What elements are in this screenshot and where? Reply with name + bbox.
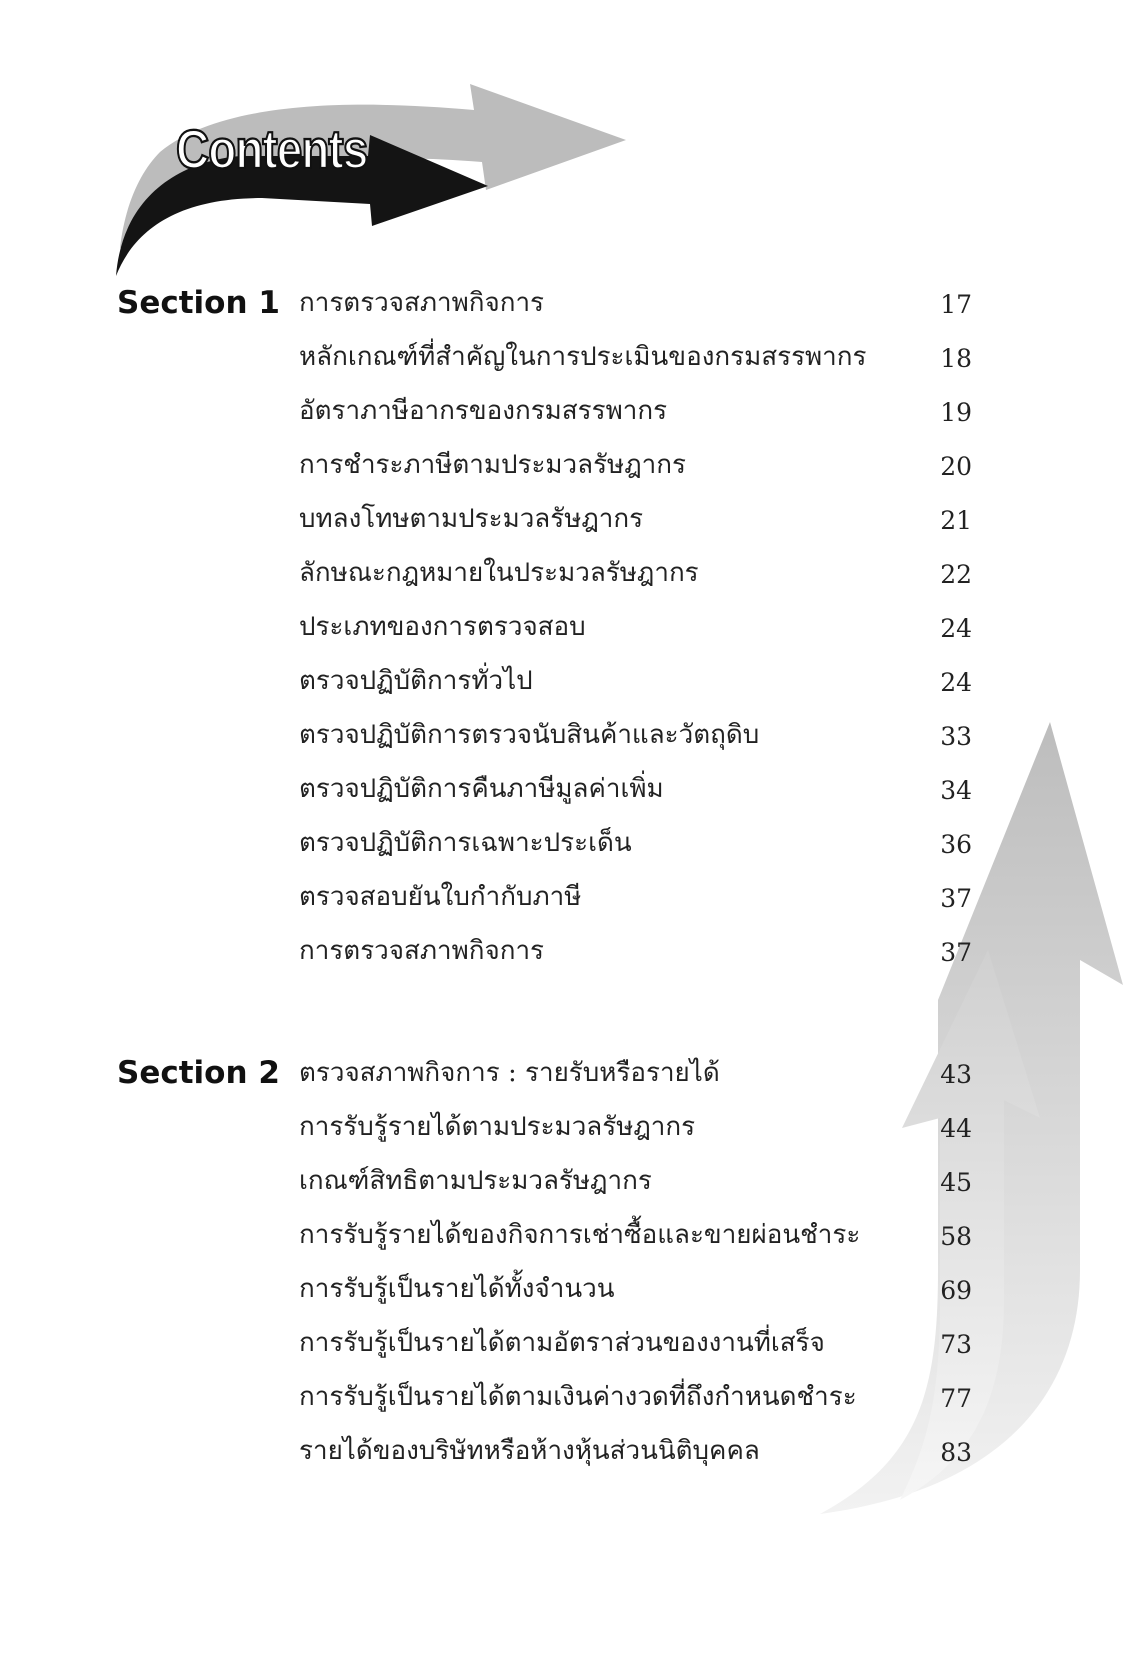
- toc-entry-page: 83: [940, 1438, 972, 1467]
- toc-entry-page: 45: [940, 1168, 972, 1197]
- toc-entry-title: การตรวจสภาพกิจการ: [299, 936, 545, 966]
- toc-entry-title: ลักษณะกฎหมายในประมวลรัษฎากร: [299, 558, 699, 588]
- section-1-label: Section 1: [117, 285, 280, 321]
- toc-entry-page: 44: [940, 1114, 972, 1143]
- toc-entry-page: 24: [940, 614, 972, 643]
- toc-entry-title: อัตราภาษีอากรของกรมสรรพากร: [299, 396, 668, 426]
- toc-entry-page: 37: [940, 884, 972, 913]
- toc-entry-page: 20: [940, 452, 972, 481]
- toc-entry-page: 58: [940, 1222, 972, 1251]
- toc-entry-page: 77: [940, 1384, 972, 1413]
- toc-entry-page: 37: [940, 938, 972, 967]
- toc-entry-title: การรับรู้เป็นรายได้ทั้งจำนวน: [299, 1274, 615, 1304]
- toc-entry-title: ตรวจปฏิบัติการเฉพาะประเด็น: [299, 828, 632, 858]
- toc-entry-title: ตรวจปฏิบัติการทั่วไป: [299, 666, 533, 696]
- toc-entry-title: การรับรู้เป็นรายได้ตามอัตราส่วนของงานที่เสร็จ: [299, 1328, 825, 1358]
- toc-entry-page: 36: [940, 830, 972, 859]
- toc-entry-page: 22: [940, 560, 972, 589]
- toc-entry-title: ตรวจสอบยันใบกำกับภาษี: [299, 882, 582, 912]
- toc-entry-title: ประเภทของการตรวจสอบ: [299, 612, 586, 642]
- toc-entry-title: การรับรู้เป็นรายได้ตามเงินค่างวดที่ถึงกำหนดชำระ: [299, 1382, 857, 1412]
- toc-entry-title: ตรวจปฏิบัติการตรวจนับสินค้าและวัตถุดิบ: [299, 720, 760, 750]
- toc-entry-page: 43: [940, 1060, 972, 1089]
- page-title: Contents: [176, 118, 368, 180]
- toc-entry-title: รายได้ของบริษัทหรือห้างหุ้นส่วนนิติบุคคล: [299, 1436, 760, 1466]
- toc-entry-title: การชำระภาษีตามประมวลรัษฎากร: [299, 450, 686, 480]
- toc-entry-title: เกณฑ์สิทธิตามประมวลรัษฎากร: [299, 1166, 652, 1196]
- toc-entry-page: 33: [940, 722, 972, 751]
- toc-entry-title: บทลงโทษตามประมวลรัษฎากร: [299, 504, 644, 534]
- toc-entry-page: 24: [940, 668, 972, 697]
- toc-entry-page: 73: [940, 1330, 972, 1359]
- toc-entry-title: หลักเกณฑ์ที่สำคัญในการประเมินของกรมสรรพากร: [299, 342, 867, 372]
- toc-entry-page: 21: [940, 506, 972, 535]
- toc-entry-page: 19: [940, 398, 972, 427]
- section-2-label: Section 2: [117, 1055, 280, 1091]
- toc-entry-page: 69: [940, 1276, 972, 1305]
- toc-entry-title: ตรวจปฏิบัติการคืนภาษีมูลค่าเพิ่ม: [299, 774, 664, 804]
- toc-entry-page: 18: [940, 344, 972, 373]
- toc-entry-title: การตรวจสภาพกิจการ: [299, 288, 545, 318]
- toc-entry-title: การรับรู้รายได้ของกิจการเช่าซื้อและขายผ่อนชำระ: [299, 1220, 861, 1250]
- toc-entry-page: 34: [940, 776, 972, 805]
- toc-entry-title: ตรวจสภาพกิจการ : รายรับหรือรายได้: [299, 1058, 720, 1088]
- toc-entry-page: 17: [940, 290, 972, 319]
- toc-entry-title: การรับรู้รายได้ตามประมวลรัษฎากร: [299, 1112, 696, 1142]
